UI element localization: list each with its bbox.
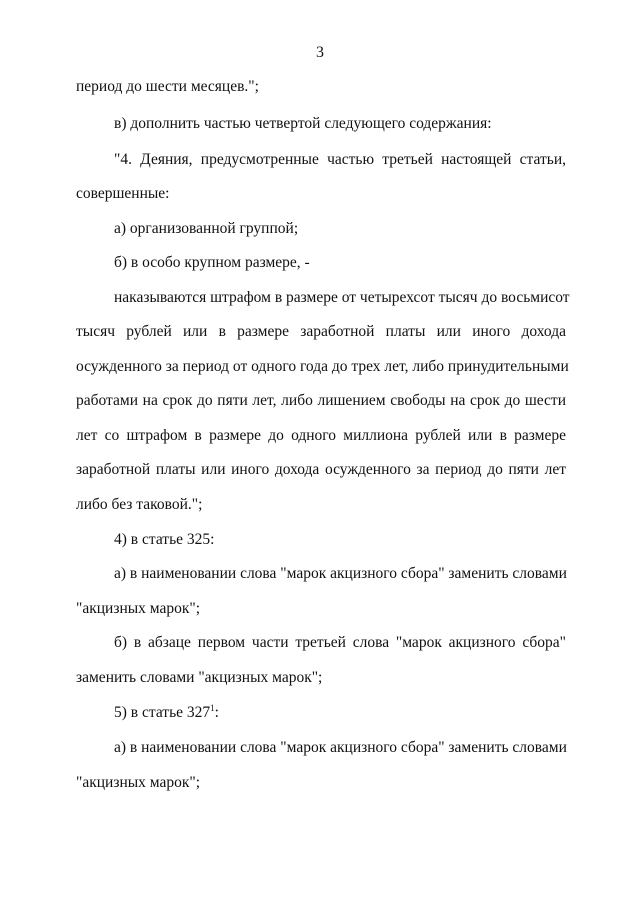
text-line: лет со штрафом в размере до одного миллиона рублей или в размере	[76, 427, 566, 444]
text-line: заработной платы или иного дохода осужденного за период до пяти лет	[76, 461, 566, 478]
text-line: совершенные:	[76, 185, 170, 202]
text-line: "акцизных марок";	[76, 600, 201, 617]
text-line: либо без таковой.";	[76, 496, 203, 513]
text-line: заменить словами "акцизных марок";	[76, 669, 323, 686]
text-line: 4) в статье 325:	[114, 531, 215, 548]
text-line: тысяч рублей или в размере заработной платы или иного дохода	[76, 323, 566, 340]
text-line: наказываются штрафом в размере от четырехсот тысяч до восьмисот	[114, 289, 570, 306]
text-line: "акцизных марок";	[76, 774, 201, 791]
text-line: а) в наименовании слова "марок акцизного сбора" заменить словами	[114, 565, 567, 582]
text-line: работами на срок до пяти лет, либо лишением свободы на срок до шести	[76, 392, 566, 409]
page-number: 3	[316, 44, 324, 61]
superscript: 1	[210, 703, 215, 713]
text-line: в) дополнить частью четвертой следующего содержания:	[114, 115, 492, 132]
text-line: а) организованной группой;	[114, 220, 299, 237]
text-line: "4. Деяния, предусмотренные частью третьей настоящей статьи,	[114, 151, 566, 168]
text-line-main: 5) в статье 327	[114, 704, 211, 721]
text-line: осужденного за период от одного года до трех лет, либо принудительными	[76, 358, 569, 375]
text-line: б) в особо крупном размере, -	[114, 254, 310, 271]
text-line: период до шести месяцев.";	[76, 78, 259, 95]
text-line	[114, 704, 566, 722]
text-line: а) в наименовании слова "марок акцизного сбора" заменить словами	[114, 739, 567, 756]
text-line: б) в абзаце первом части третьей слова "марок акцизного сбора"	[114, 634, 566, 651]
text-line-colon: :	[214, 704, 219, 721]
